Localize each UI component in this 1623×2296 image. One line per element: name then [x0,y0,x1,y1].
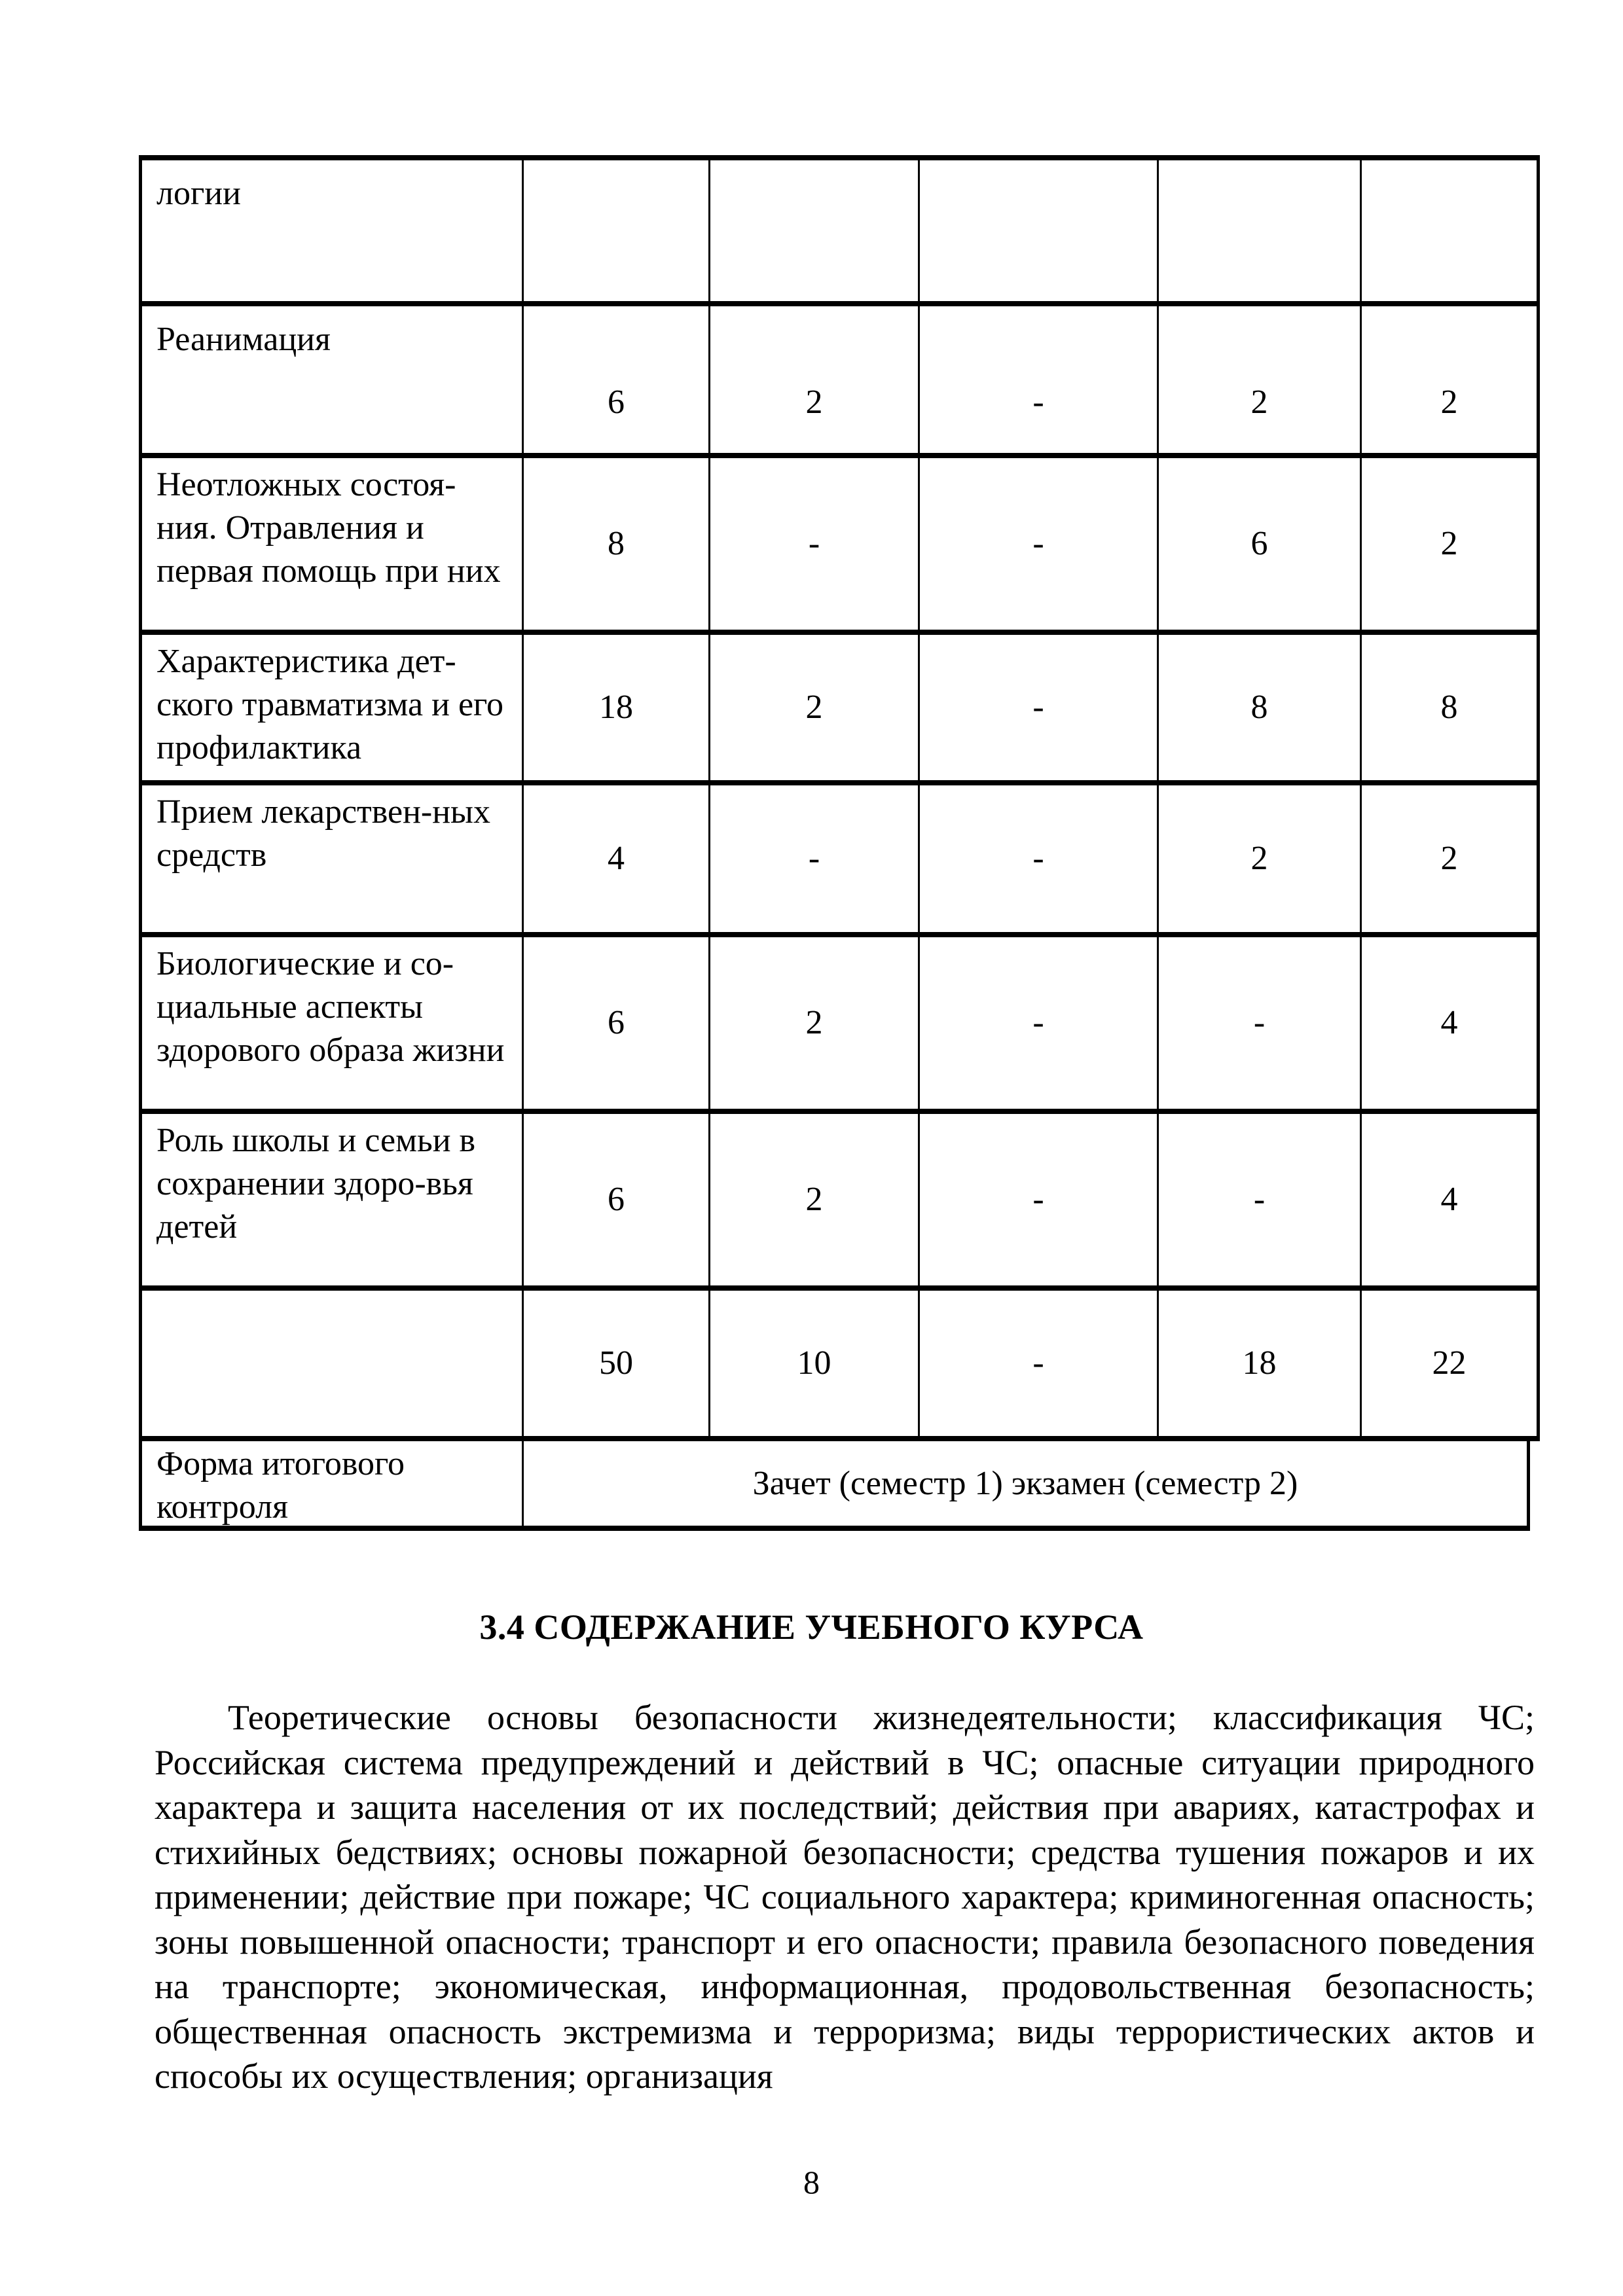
seminars-cell [920,160,1159,301]
self-study-cell: 2 [1440,525,1458,562]
lectures-cell: 2 [710,306,920,453]
self-study-cell: 2 [1440,840,1458,877]
total-hours-cell: 6 [524,306,710,453]
practical-cell: - [1159,1114,1362,1285]
lectures-cell: - [710,458,920,630]
table-row [139,1114,1540,1291]
topic-cell: Реанимация [142,306,524,453]
total-hours-cell: 4 [524,785,710,932]
lectures-cell: 2 [710,937,920,1109]
final-control-label: Форма итогового контроля [142,1441,524,1526]
seminars-cell: - [920,1114,1159,1285]
page-number: 8 [803,2164,820,2200]
seminars-cell: - [920,937,1159,1109]
practical-cell: - [1159,937,1362,1109]
seminars-cell: - [920,1291,1159,1436]
total-hours-cell [524,160,710,301]
section-heading: 3.4 СОДЕРЖАНИЕ УЧЕБНОГО КУРСА [479,1607,1144,1647]
self-study-cell: 4 [1440,1004,1458,1041]
practical-cell: 6 [1159,458,1362,630]
seminars-cell: - [920,785,1159,932]
self-study-cell [1362,160,1537,301]
topic-cell: Биологические и со-циальные аспекты здорового образа жизни [142,937,524,1109]
topic-cell [142,1291,524,1436]
table-row [139,785,1540,937]
table-row [139,635,1540,785]
total-hours-cell: 6 [524,1114,710,1285]
table-row [139,458,1540,635]
total-hours-cell: 18 [524,635,710,780]
lectures-cell: 2 [710,635,920,780]
topic-cell: Прием лекарствен-ных средств [142,785,524,932]
self-study-cell: 22 [1432,1344,1467,1382]
total-hours-cell: 6 [524,937,710,1109]
practical-cell [1159,160,1362,301]
topic-cell: Характеристика дет-ского травматизма и его профилактика [142,635,524,780]
table-row [139,937,1540,1114]
table-total-row [139,1291,1540,1441]
seminars-cell: - [920,635,1159,780]
lectures-cell: 2 [710,1114,920,1285]
lectures-cell: - [710,785,920,932]
seminars-cell: - [920,458,1159,630]
total-hours-cell: 50 [524,1291,710,1436]
practical-cell: 2 [1159,785,1362,932]
lectures-cell [710,160,920,301]
topic-cell: логии [142,160,524,301]
lectures-cell: 10 [710,1291,920,1436]
self-study-cell: 8 [1440,689,1458,726]
topic-cell: Роль школы и семьи в сохранении здоро-вья детей [142,1114,524,1285]
final-control-value: Зачет (семестр 1) экзамен (семестр 2) [752,1464,1298,1502]
self-study-cell: 4 [1440,1181,1458,1218]
table-row [139,155,1540,306]
course-content-paragraph: Теоретические основы безопасности жизнедеятельности; классификация ЧС; Российская система предупреждений и действий в ЧС; опасные ситуации природного характера и защита населения от их последствий; действия при авариях, катастрофах и стихийных бедствиях; основы пожарной безопасности; средства тушения пожаров и их применении; действие при пожаре; ЧС социального характера; криминогенная опасность; зоны повышенной опасности; транспорт и его опасности; правила безопасного поведения на транспорте; экономическая, информационная, продовольственная безопасность; общественная опасность экстремизма и терроризма; виды террористических актов и способы их осуществления; организация [155,1698,1535,2096]
self-study-cell: 2 [1440,384,1458,421]
topic-cell: Неотложных состоя-ния. Отравления и первая помощь при них [142,458,524,630]
practical-cell: 2 [1159,306,1362,453]
seminars-cell: - [920,306,1159,453]
practical-cell: 8 [1159,635,1362,780]
table-row [139,306,1540,458]
practical-cell: 18 [1159,1291,1362,1436]
course-hours-table [139,155,1540,1531]
total-hours-cell: 8 [524,458,710,630]
final-control-row [139,1441,1530,1531]
